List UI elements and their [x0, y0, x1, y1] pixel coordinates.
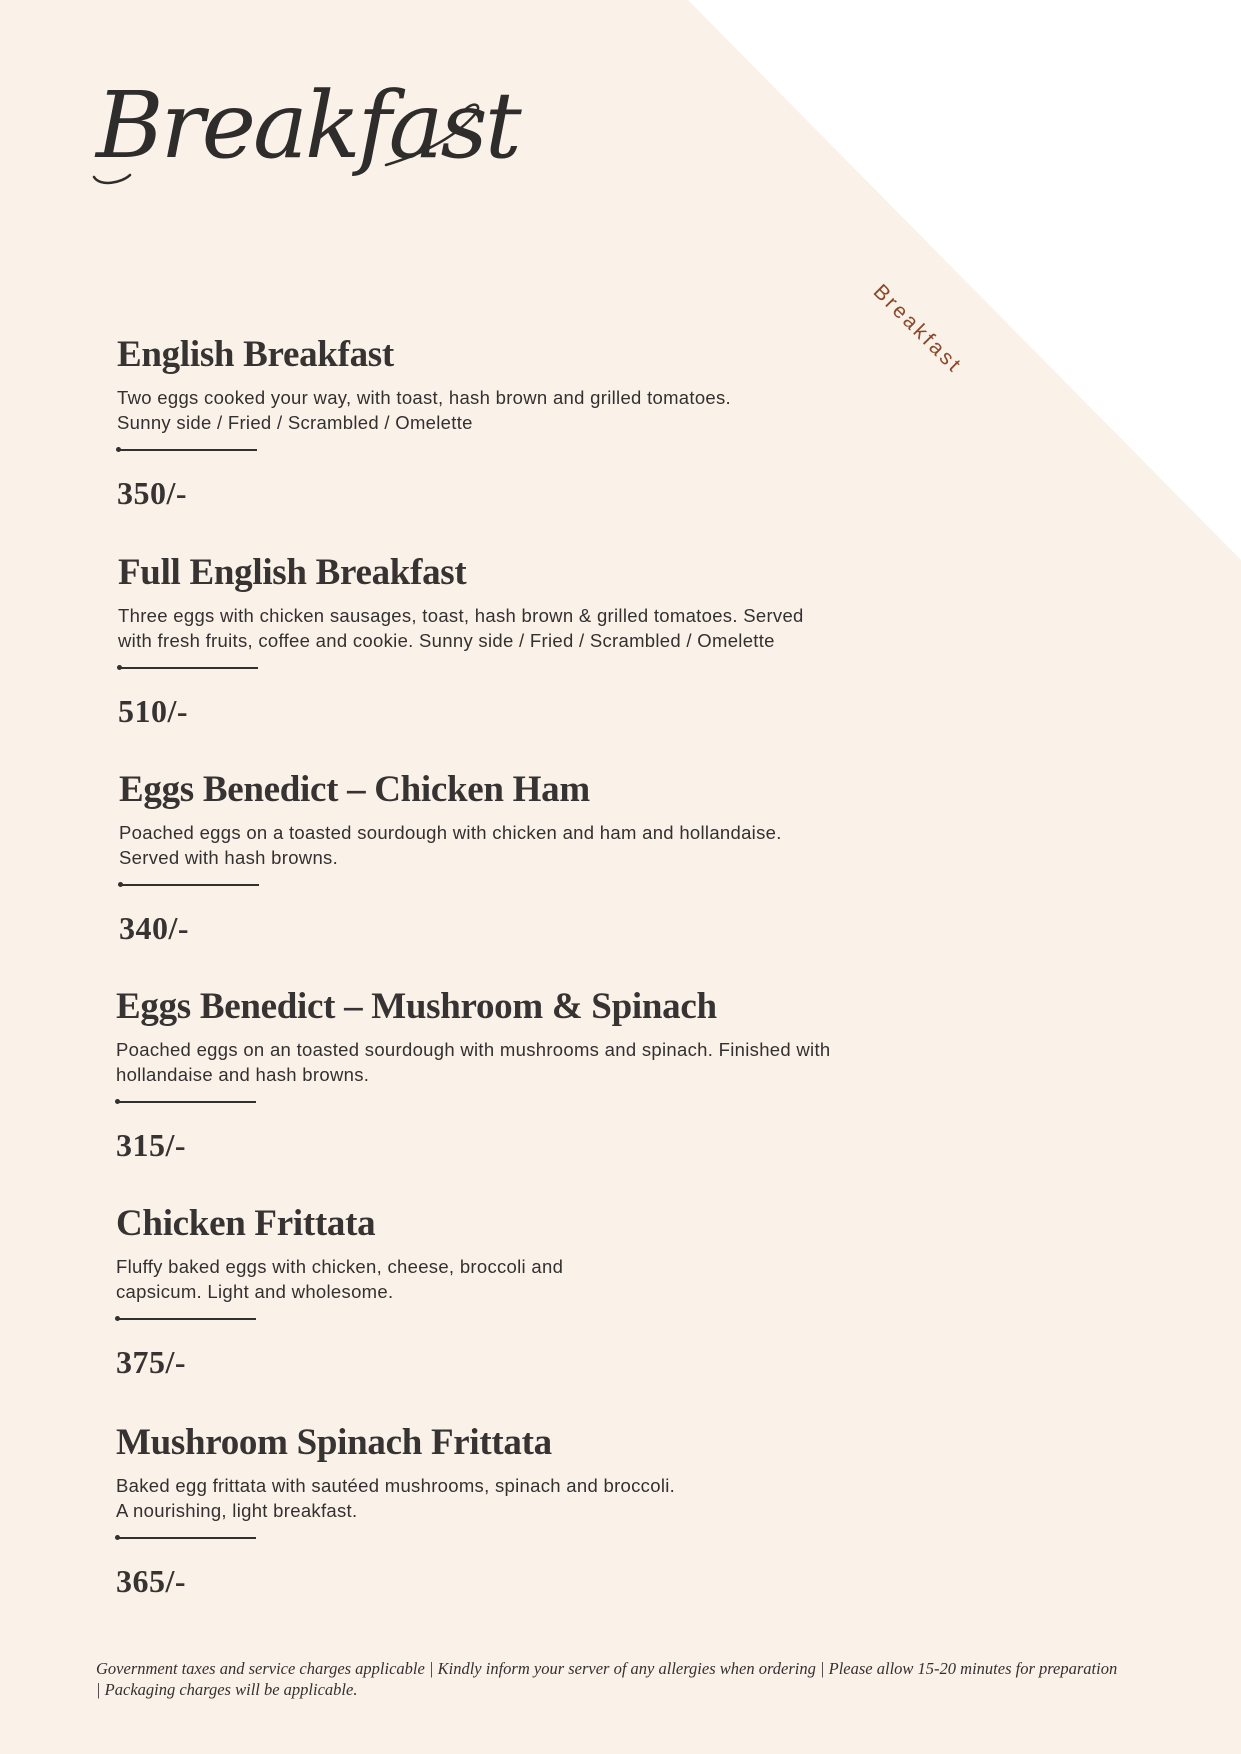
footer-note: [96, 1658, 1156, 1700]
item-name: Eggs Benedict – Chicken Ham: [119, 769, 590, 810]
item-description-line: Served with hash browns.: [119, 847, 339, 868]
item-description: [118, 603, 804, 653]
item-description-line: capsicum. Light and wholesome.: [116, 1281, 394, 1302]
price-divider: [117, 449, 257, 451]
item-price: 340/-: [119, 910, 190, 946]
menu-item: [118, 554, 804, 727]
menu-item: [116, 988, 831, 1161]
item-description-line: hollandaise and hash browns.: [116, 1064, 370, 1085]
item-description-line: Three eggs with chicken sausages, toast, hash brown & grilled tomatoes. Served: [118, 605, 804, 626]
item-name: Full English Breakfast: [118, 552, 467, 593]
item-description-line: Poached eggs on an toasted sourdough with mushrooms and spinach. Finished with: [116, 1039, 831, 1060]
item-description: [117, 385, 731, 435]
item-price: 365/-: [116, 1563, 187, 1599]
price-divider: [116, 1101, 256, 1103]
item-description-line: Baked egg frittata with sautéed mushrooms, spinach and broccoli.: [116, 1475, 676, 1496]
item-name: Eggs Benedict – Mushroom & Spinach: [116, 986, 717, 1027]
item-name: Chicken Frittata: [116, 1203, 376, 1244]
item-price: 315/-: [116, 1127, 187, 1163]
menu-item: [119, 771, 782, 944]
item-description-line: Poached eggs on a toasted sourdough with chicken and ham and hollandaise.: [119, 822, 782, 843]
item-description: [116, 1254, 563, 1304]
item-price: 350/-: [117, 475, 188, 511]
item-description-line: Fluffy baked eggs with chicken, cheese, broccoli and: [116, 1256, 564, 1277]
item-price: 375/-: [116, 1344, 187, 1380]
item-description-line: with fresh fruits, coffee and cookie. Sunny side / Fried / Scrambled / Omelette: [118, 630, 775, 651]
section-tag: Breakfast: [868, 280, 967, 379]
item-name: English Breakfast: [117, 334, 394, 375]
item-description: [116, 1473, 675, 1523]
item-description: [119, 820, 782, 870]
item-name: Mushroom Spinach Frittata: [116, 1422, 552, 1463]
menu-item: [116, 1205, 563, 1378]
price-divider: [118, 667, 258, 669]
price-divider: [119, 884, 259, 886]
page-title: Breakfast: [96, 72, 519, 179]
item-price: 510/-: [118, 693, 189, 729]
footer-line: Government taxes and service charges applicable | Kindly inform your server of any allergies when ordering | Please allow 15-20 minutes for preparation: [96, 1659, 1118, 1678]
item-description: [116, 1037, 831, 1087]
price-divider: [116, 1318, 256, 1320]
footer-line: | Packaging charges will be applicable.: [96, 1680, 358, 1699]
item-description-line: Two eggs cooked your way, with toast, hash brown and grilled tomatoes.: [117, 387, 732, 408]
item-description-line: A nourishing, light breakfast.: [116, 1500, 358, 1521]
item-description-line: Sunny side / Fried / Scrambled / Omelette: [117, 412, 473, 433]
menu-item: [117, 336, 731, 509]
menu-item: [116, 1424, 675, 1597]
price-divider: [116, 1537, 256, 1539]
title-swash-ornament: [86, 95, 496, 205]
